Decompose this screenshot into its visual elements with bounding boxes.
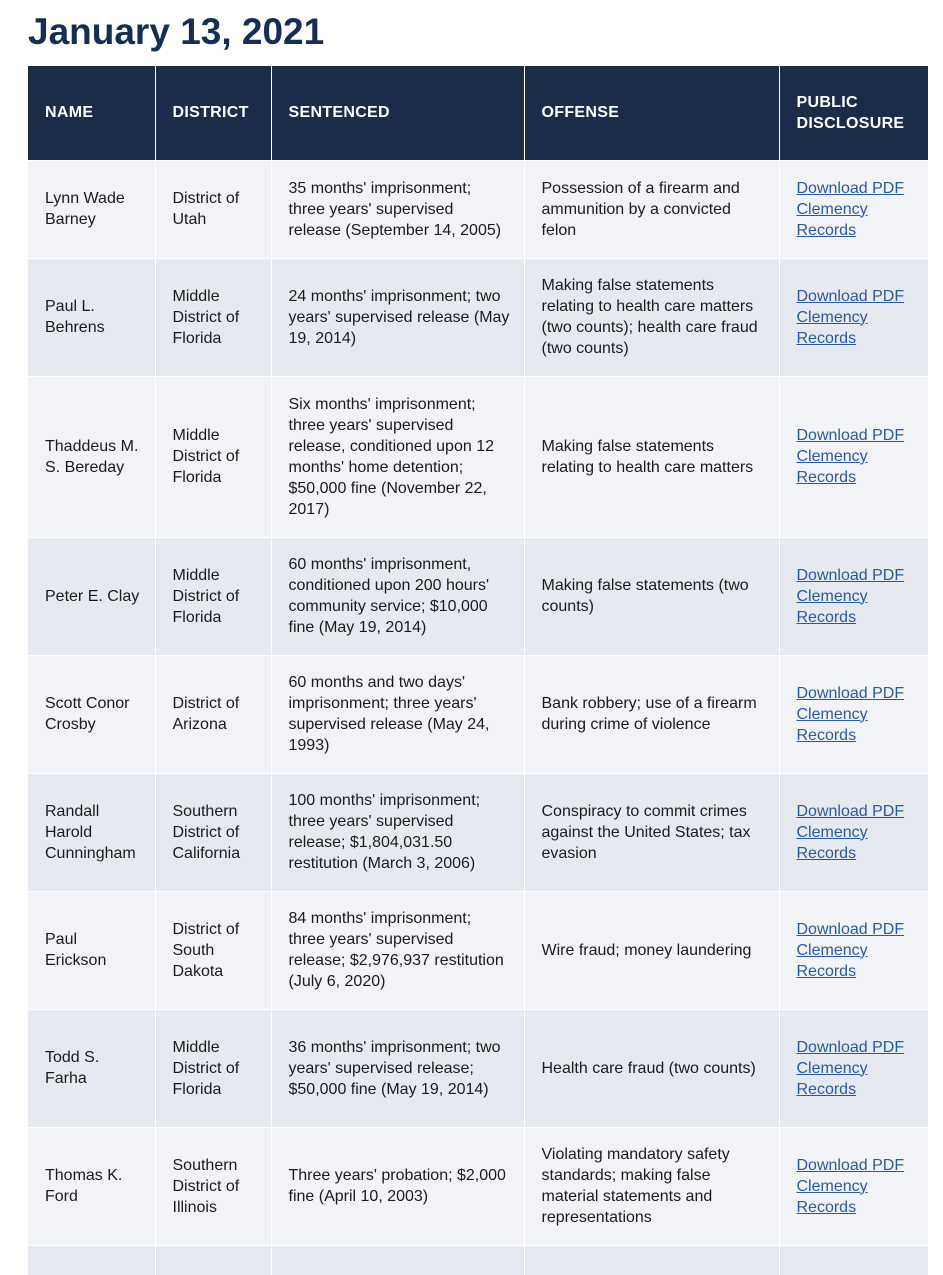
cell-district: District of South Dakota [155, 891, 271, 1009]
cell-empty [271, 1245, 524, 1275]
cell-district: Middle District of Florida [155, 1009, 271, 1127]
cell-district: Middle District of Florida [155, 258, 271, 376]
cell-disclosure [779, 655, 928, 773]
table-row [28, 258, 928, 376]
cell-offense: Health care fraud (two counts) [524, 1009, 779, 1127]
table-row [28, 160, 928, 258]
cell-name: Peter E. Clay [28, 537, 155, 655]
table-row [28, 1127, 928, 1245]
download-pdf-link[interactable]: Download PDF Clemency Records [796, 566, 905, 626]
download-pdf-link[interactable]: Download PDF Clemency Records [796, 1038, 905, 1098]
header-sentenced: SENTENCED [271, 66, 524, 160]
table-row [28, 655, 928, 773]
cell-sentenced: 35 months' imprisonment; three years' supervised release (September 14, 2005) [271, 160, 524, 258]
cell-district: District of Utah [155, 160, 271, 258]
cell-name: Paul Erickson [28, 891, 155, 1009]
download-pdf-link[interactable]: Download PDF Clemency Records [796, 802, 905, 862]
cell-offense: Bank robbery; use of a firearm during crime of violence [524, 655, 779, 773]
download-pdf-link[interactable]: Download PDF Clemency Records [796, 1156, 905, 1216]
cell-offense: Possession of a firearm and ammunition by a convicted felon [524, 160, 779, 258]
header-offense: OFFENSE [524, 66, 779, 160]
page-title: January 13, 2021 [28, 11, 325, 52]
cell-name: Lynn Wade Barney [28, 160, 155, 258]
cell-disclosure [779, 1127, 928, 1245]
cell-disclosure [779, 376, 928, 537]
cell-name: Scott Conor Crosby [28, 655, 155, 773]
download-pdf-link[interactable]: Download PDF Clemency Records [796, 287, 905, 347]
table-row [28, 1009, 928, 1127]
download-pdf-link[interactable]: Download PDF Clemency Records [796, 684, 905, 744]
cell-district: Southern District of California [155, 773, 271, 891]
table-row [28, 376, 928, 537]
cell-name: Thaddeus M. S. Bereday [28, 376, 155, 537]
download-pdf-link[interactable]: Download PDF Clemency Records [796, 427, 905, 486]
cell-empty [155, 1245, 271, 1275]
table-header [28, 66, 928, 160]
table-row-partial [28, 1245, 928, 1275]
download-pdf-link[interactable]: Download PDF Clemency Records [796, 179, 905, 239]
cell-sentenced: 24 months' imprisonment; two years' supervised release (May 19, 2014) [271, 258, 524, 376]
header-name: NAME [28, 66, 155, 160]
cell-disclosure [779, 537, 928, 655]
cell-sentenced: 60 months and two days' imprisonment; three years' supervised release (May 24, 1993) [271, 655, 524, 773]
cell-disclosure [779, 258, 928, 376]
cell-offense: Making false statements (two counts) [524, 537, 779, 655]
cell-district: District of Arizona [155, 655, 271, 773]
cell-name: Todd S. Farha [28, 1009, 155, 1127]
clemency-table-container [28, 66, 928, 1275]
cell-sentenced: 100 months' imprisonment; three years' supervised release; $1,804,031.50 restitution (March 3, 2006) [271, 773, 524, 891]
cell-sentenced: Six months' imprisonment; three years' supervised release, conditioned upon 12 months' home detention; $50,000 fine (November 22, 2017) [271, 376, 524, 537]
cell-district: Middle District of Florida [155, 537, 271, 655]
cell-disclosure [779, 1009, 928, 1127]
cell-offense: Wire fraud; money laundering [524, 891, 779, 1009]
cell-sentenced: 60 months' imprisonment, conditioned upon 200 hours' community service; $10,000 fine (May 19, 2014) [271, 537, 524, 655]
cell-name: Randall Harold Cunningham [28, 773, 155, 891]
table-row [28, 891, 928, 1009]
cell-offense: Making false statements relating to health care matters (two counts); health care fraud (two counts) [524, 258, 779, 376]
cell-name: Thomas K. Ford [28, 1127, 155, 1245]
cell-sentenced: 36 months' imprisonment; two years' supervised release; $50,000 fine (May 19, 2014) [271, 1009, 524, 1127]
download-pdf-link[interactable]: Download PDF Clemency Records [796, 920, 905, 980]
cell-sentenced: Three years' probation; $2,000 fine (April 10, 2003) [271, 1127, 524, 1245]
cell-offense: Violating mandatory safety standards; making false material statements and representations [524, 1127, 779, 1245]
cell-sentenced: 84 months' imprisonment; three years' supervised release; $2,976,937 restitution (July 6, 2020) [271, 891, 524, 1009]
table-row [28, 773, 928, 891]
header-district: DISTRICT [155, 66, 271, 160]
cell-offense: Conspiracy to commit crimes against the United States; tax evasion [524, 773, 779, 891]
cell-name: Paul L. Behrens [28, 258, 155, 376]
cell-disclosure [779, 891, 928, 1009]
cell-offense: Making false statements relating to health care matters [524, 376, 779, 537]
cell-district: Middle District of Florida [155, 376, 271, 537]
header-public-disclosure: PUBLIC DISCLOSURE [779, 66, 928, 160]
cell-district: Southern District of Illinois [155, 1127, 271, 1245]
table-row [28, 537, 928, 655]
cell-empty [779, 1245, 928, 1275]
cell-disclosure [779, 773, 928, 891]
cell-disclosure [779, 160, 928, 258]
clemency-table [28, 66, 928, 1275]
cell-empty [28, 1245, 155, 1275]
cell-empty [524, 1245, 779, 1275]
